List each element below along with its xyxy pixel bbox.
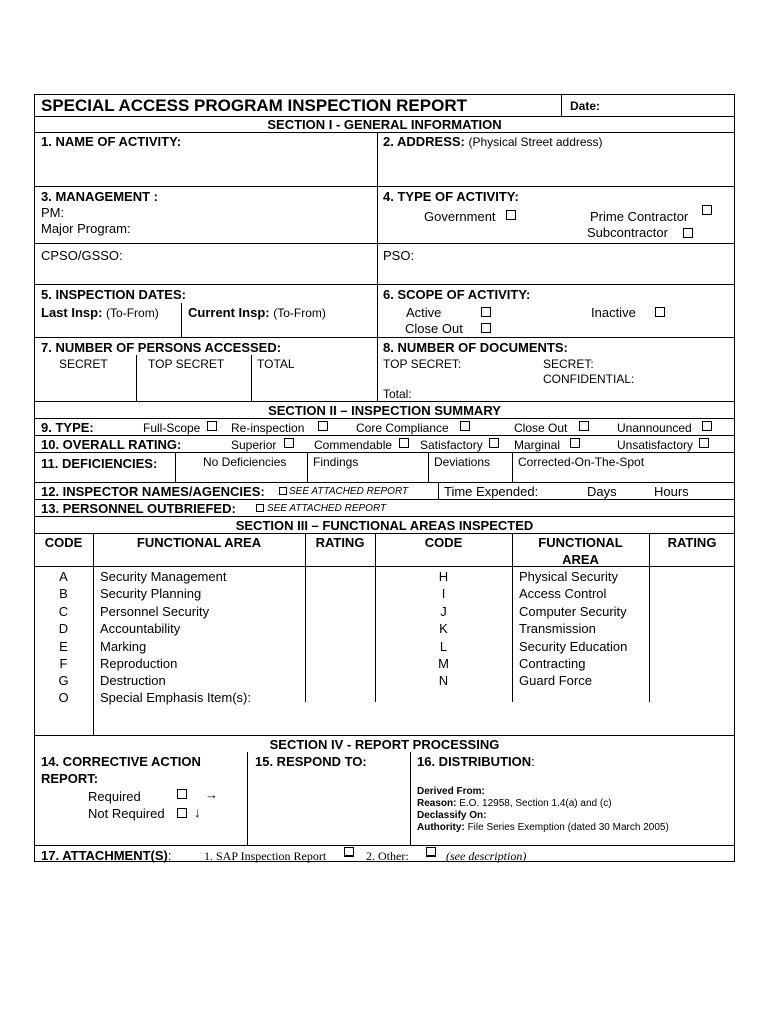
- prime-contractor-checkbox[interactable]: [702, 205, 712, 215]
- rule: [34, 186, 735, 187]
- rule: [34, 337, 735, 338]
- table-row-area: Reproduction: [100, 656, 178, 671]
- table-row-area: Marking: [100, 639, 147, 654]
- current-insp-field: Current Insp: (To-From): [188, 305, 326, 320]
- reinspection-checkbox[interactable]: [318, 421, 328, 431]
- close-out-label: Close Out: [405, 321, 463, 336]
- section-heading: SECTION IV - REPORT PROCESSING: [269, 737, 500, 752]
- rule: [34, 482, 735, 483]
- table-row-code: L: [439, 639, 448, 654]
- table-row-area: Transmission: [519, 621, 596, 636]
- scope-label: 6. SCOPE OF ACTIVITY:: [383, 287, 531, 302]
- deficiency-findings: Findings: [313, 455, 359, 469]
- table-row-area: Accountability: [100, 621, 181, 636]
- subcontractor-checkbox[interactable]: [683, 228, 693, 238]
- functional-area-col-header-2b: AREA: [562, 552, 599, 567]
- table-row-code: N: [438, 673, 449, 688]
- rule: [34, 735, 735, 736]
- persons-accessed-label: 7. NUMBER OF PERSONS ACCESSED:: [41, 340, 282, 355]
- section-heading: SECTION II – INSPECTION SUMMARY: [268, 403, 501, 418]
- type-of-activity-label: 4. TYPE OF ACTIVITY:: [383, 189, 519, 204]
- rule: [34, 132, 735, 133]
- total-col-label: TOTAL: [257, 357, 295, 371]
- table-row-area: Computer Security: [519, 604, 627, 619]
- table-row-code: D: [58, 621, 69, 636]
- see-attached-personnel-checkbox[interactable]: [256, 504, 264, 512]
- last-insp-field: Last Insp: (To-From): [41, 305, 159, 320]
- rule: [649, 533, 650, 702]
- type-option-unannounced: Unannounced: [617, 421, 692, 435]
- type-option-reinspection: Re-inspection: [231, 421, 305, 435]
- table-row-code: M: [438, 656, 449, 671]
- table-row-area: Personnel Security: [100, 604, 210, 619]
- doc-secret-label: SECRET:: [543, 357, 594, 371]
- required-label: Required: [88, 789, 141, 804]
- table-row-code: F: [59, 656, 68, 671]
- close-out-checkbox[interactable]: [481, 323, 491, 333]
- rule: [377, 132, 378, 401]
- top-secret-col-label: TOP SECRET: [148, 357, 225, 371]
- inspector-names-label: 12. INSPECTOR NAMES/AGENCIES:: [41, 484, 265, 499]
- required-checkbox[interactable]: [177, 789, 187, 799]
- rule: [34, 284, 735, 285]
- rule: [561, 94, 562, 116]
- sap-report-checkbox[interactable]: [344, 847, 354, 857]
- table-row-area: Security Planning: [100, 586, 202, 601]
- special-emphasis-label: Special Emphasis Item(s):: [100, 690, 251, 705]
- subcontractor-label: Subcontractor: [587, 225, 668, 240]
- commendable-checkbox[interactable]: [399, 438, 409, 448]
- rating-col-header-2: RATING: [667, 535, 717, 550]
- inactive-label: Inactive: [591, 305, 636, 320]
- unsatisfactory-checkbox[interactable]: [699, 438, 709, 448]
- close-out-type-checkbox[interactable]: [579, 421, 589, 431]
- personnel-outbriefed-label: 13. PERSONNEL OUTBRIEFED:: [41, 501, 236, 516]
- table-row-code: G: [58, 673, 69, 688]
- table-row-area: Guard Force: [519, 673, 592, 688]
- not-required-checkbox[interactable]: [177, 808, 187, 818]
- deficiency-deviations: Deviations: [434, 455, 491, 469]
- date-label: Date:: [570, 99, 601, 113]
- active-label: Active: [406, 305, 442, 320]
- rule: [181, 303, 182, 337]
- attachments-label: 17. ATTACHMENT(S):: [41, 848, 172, 863]
- rule: [438, 482, 439, 499]
- code-col-header: CODE: [44, 535, 83, 550]
- table-row-code: A: [59, 569, 68, 584]
- deficiency-corrected: Corrected-On-The-Spot: [518, 455, 645, 469]
- major-program-label: Major Program:: [41, 221, 131, 236]
- attachment-description-hint: (see description): [446, 849, 527, 863]
- rule: [512, 452, 513, 482]
- name-of-activity-label: 1. NAME OF ACTIVITY:: [41, 134, 182, 149]
- rule: [34, 401, 735, 402]
- page-title: SPECIAL ACCESS PROGRAM INSPECTION REPORT: [41, 96, 467, 115]
- rule: [251, 355, 252, 401]
- government-checkbox[interactable]: [506, 210, 516, 220]
- rule: [410, 752, 411, 845]
- rule: [93, 533, 94, 735]
- inspection-dates-label: 5. INSPECTION DATES:: [41, 287, 186, 302]
- type-option-close-out: Close Out: [514, 421, 568, 435]
- rating-option-superior: Superior: [231, 438, 277, 452]
- rating-option-commendable: Commendable: [314, 438, 393, 452]
- unannounced-checkbox[interactable]: [702, 421, 712, 431]
- rule: [307, 452, 308, 482]
- rating-col-header: RATING: [315, 535, 365, 550]
- rule: [34, 435, 735, 436]
- attachment-other: 2. Other:: [366, 849, 409, 863]
- code-col-header-2: CODE: [424, 535, 463, 550]
- type-label: 9. TYPE:: [41, 420, 94, 435]
- table-row-area: Access Control: [519, 586, 607, 601]
- table-row-code: K: [439, 621, 448, 636]
- overall-rating-label: 10. OVERALL RATING:: [41, 437, 182, 452]
- table-row-code: J: [440, 604, 447, 619]
- distribution-label: 16. DISTRIBUTION:: [417, 754, 535, 769]
- address-label: 2. ADDRESS: (Physical Street address): [383, 134, 603, 149]
- core-compliance-checkbox[interactable]: [460, 421, 470, 431]
- table-row-code: H: [438, 569, 449, 584]
- functional-area-col-header-2: FUNCTIONAL: [538, 535, 623, 550]
- deficiency-none: No Deficiencies: [203, 455, 287, 469]
- arrow-right-icon: →: [205, 787, 218, 802]
- corrective-action-label-2: REPORT:: [41, 771, 99, 786]
- rating-option-unsatisfactory: Unsatisfactory: [617, 438, 694, 452]
- table-row-area: Contracting: [519, 656, 586, 671]
- table-row-code: E: [59, 639, 68, 654]
- table-row-area: Security Education: [519, 639, 628, 654]
- type-option-core-compliance: Core Compliance: [356, 421, 449, 435]
- table-row-area: Physical Security: [519, 569, 618, 584]
- see-attached-inspectors-checkbox[interactable]: [279, 487, 287, 495]
- rule: [34, 533, 735, 534]
- cpso-label: CPSO/GSSO:: [41, 248, 123, 263]
- government-label: Government: [424, 209, 496, 224]
- pso-label: PSO:: [383, 248, 415, 263]
- rule: [34, 452, 735, 453]
- type-option-full-scope: Full-Scope: [143, 421, 201, 435]
- derived-from-label: Derived From:: [417, 786, 485, 797]
- time-expended-label: Time Expended:: [444, 484, 539, 499]
- table-row-code: B: [59, 586, 68, 601]
- marginal-checkbox[interactable]: [570, 438, 580, 448]
- rule: [34, 418, 735, 419]
- rating-option-satisfactory: Satisfactory: [420, 438, 483, 452]
- table-row-code: O: [58, 690, 69, 705]
- active-checkbox[interactable]: [481, 307, 491, 317]
- pm-label: PM:: [41, 205, 65, 220]
- rule: [305, 533, 306, 702]
- rating-option-marginal: Marginal: [514, 438, 561, 452]
- rule: [136, 355, 137, 401]
- superior-checkbox[interactable]: [284, 438, 294, 448]
- deficiencies-label: 11. DEFICIENCIES:: [41, 456, 158, 471]
- management-label: 3. MANAGEMENT :: [41, 189, 158, 204]
- table-row-code: I: [441, 586, 446, 601]
- respond-to-label: 15. RESPOND TO:: [255, 754, 367, 769]
- declassify-label: Declassify On:: [417, 810, 487, 821]
- satisfactory-checkbox[interactable]: [489, 438, 499, 448]
- doc-confidential-label: CONFIDENTIAL:: [543, 372, 635, 386]
- days-label: Days: [587, 484, 617, 499]
- rule: [247, 752, 248, 845]
- reason-line: Reason: E.O. 12958, Section 1.4(a) and (c): [417, 798, 612, 809]
- prime-contractor-label: Prime Contractor: [590, 209, 689, 224]
- doc-total-label: Total:: [383, 387, 412, 401]
- rule: [34, 516, 735, 517]
- attachment-sap-report: 1. SAP Inspection Report: [204, 849, 327, 863]
- arrow-down-icon: ↓: [194, 805, 201, 820]
- rule: [175, 452, 176, 482]
- doc-top-secret-label: TOP SECRET:: [383, 357, 462, 371]
- section-heading: SECTION III – FUNCTIONAL AREAS INSPECTED: [235, 518, 534, 533]
- other-checkbox[interactable]: [426, 847, 436, 857]
- see-attached-personnel: SEE ATTACHED REPORT: [267, 503, 387, 514]
- full-scope-checkbox[interactable]: [207, 421, 217, 431]
- secret-col-label: SECRET: [59, 357, 108, 371]
- inactive-checkbox[interactable]: [655, 307, 665, 317]
- corrective-action-label: 14. CORRECTIVE ACTION: [41, 754, 201, 769]
- not-required-label: Not Required: [88, 806, 165, 821]
- documents-label: 8. NUMBER OF DOCUMENTS:: [383, 340, 568, 355]
- section-heading: SECTION I - GENERAL INFORMATION: [267, 117, 502, 132]
- rule: [34, 845, 735, 846]
- see-attached-inspectors: SEE ATTACHED REPORT: [289, 486, 409, 497]
- table-row-area: Security Management: [100, 569, 227, 584]
- rule: [34, 566, 735, 567]
- table-row-area: Destruction: [100, 673, 166, 688]
- functional-area-col-header: FUNCTIONAL AREA: [136, 535, 262, 550]
- rule: [428, 452, 429, 482]
- hours-label: Hours: [654, 484, 689, 499]
- authority-line: Authority: File Series Exemption (dated 30 March 2005): [417, 822, 669, 833]
- table-row-code: C: [58, 604, 69, 619]
- rule: [34, 243, 735, 244]
- rule: [34, 499, 735, 500]
